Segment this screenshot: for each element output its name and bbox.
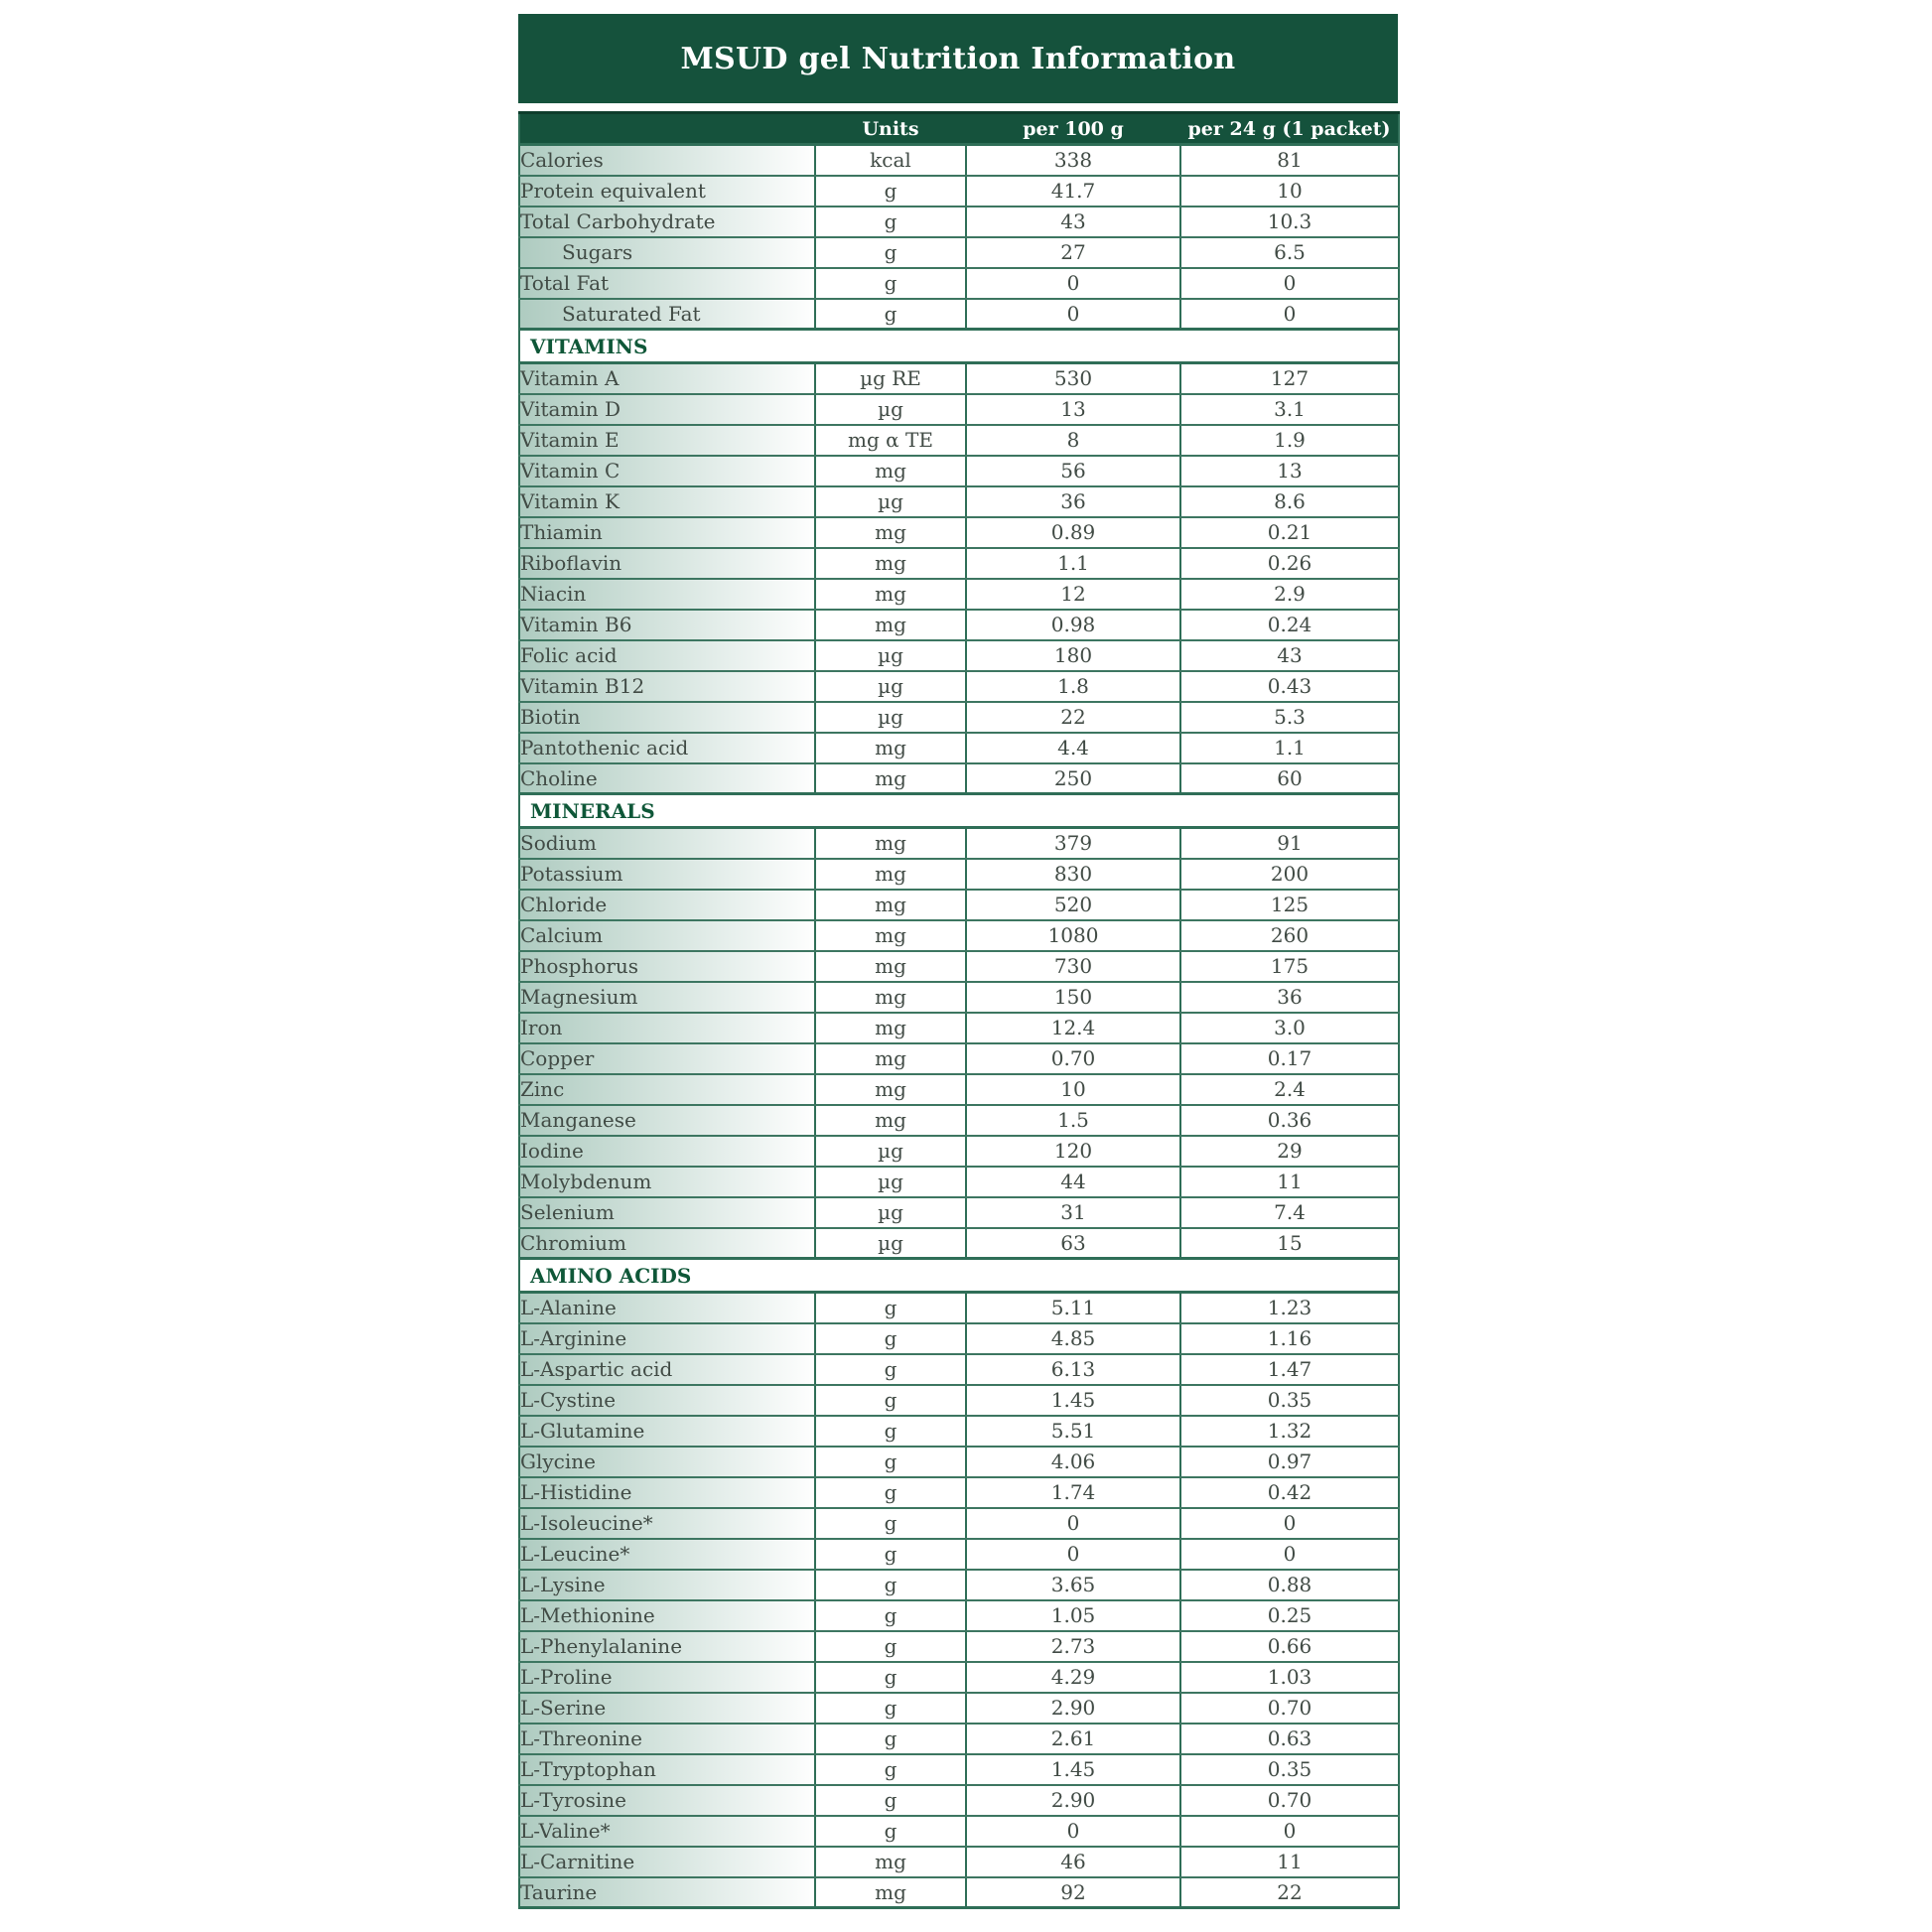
row-per-100g: 43 — [966, 207, 1180, 237]
row-per-100g: 4.4 — [966, 733, 1180, 763]
row-label: L-Tyrosine — [519, 1785, 815, 1816]
row-label: Iron — [519, 1013, 815, 1043]
row-per-24g: 1.32 — [1180, 1416, 1399, 1447]
table-row — [519, 733, 1399, 763]
row-unit: mg — [815, 859, 966, 890]
row-per-24g: 6.5 — [1180, 237, 1399, 268]
row-per-100g: 1080 — [966, 920, 1180, 951]
row-unit: µg — [815, 394, 966, 425]
section-heading: VITAMINS — [519, 330, 1399, 363]
row-label: Sugars — [519, 237, 815, 268]
table-row — [519, 456, 1399, 486]
table-row — [519, 425, 1399, 456]
row-unit: g — [815, 1447, 966, 1477]
row-unit: mg — [815, 890, 966, 920]
table-row — [519, 363, 1399, 394]
row-label: Magnesium — [519, 982, 815, 1013]
row-per-100g: 8 — [966, 425, 1180, 456]
table-row — [519, 1074, 1399, 1105]
row-unit: mg — [815, 828, 966, 859]
table-row — [519, 1136, 1399, 1167]
row-per-24g: 0.42 — [1180, 1477, 1399, 1508]
column-header-label — [519, 113, 815, 145]
row-per-100g: 338 — [966, 145, 1180, 176]
table-row — [519, 640, 1399, 671]
row-label: L-Alanine — [519, 1293, 815, 1323]
row-label: Niacin — [519, 579, 815, 610]
table-row — [519, 268, 1399, 299]
section-heading: AMINO ACIDS — [519, 1259, 1399, 1293]
row-unit: µg — [815, 1197, 966, 1228]
section-header-row — [519, 794, 1399, 828]
table-row — [519, 859, 1399, 890]
row-per-100g: 36 — [966, 486, 1180, 517]
row-label: Glycine — [519, 1447, 815, 1477]
row-unit: kcal — [815, 145, 966, 176]
row-label: Taurine — [519, 1877, 815, 1908]
row-label: Zinc — [519, 1074, 815, 1105]
table-row — [519, 702, 1399, 733]
row-label: Riboflavin — [519, 548, 815, 579]
row-label: Chloride — [519, 890, 815, 920]
row-label: Vitamin K — [519, 486, 815, 517]
nutrition-table-body — [519, 145, 1399, 1908]
row-per-24g: 0 — [1180, 299, 1399, 330]
row-unit: mg — [815, 763, 966, 794]
table-row — [519, 1228, 1399, 1259]
row-per-24g: 0 — [1180, 1508, 1399, 1539]
row-label: Biotin — [519, 702, 815, 733]
row-per-100g: 1.45 — [966, 1754, 1180, 1785]
row-unit: µg — [815, 702, 966, 733]
row-unit: mg — [815, 733, 966, 763]
row-per-24g: 0.36 — [1180, 1105, 1399, 1136]
row-per-100g: 4.06 — [966, 1447, 1180, 1477]
column-header-per-24g: per 24 g (1 packet) — [1180, 113, 1399, 145]
row-label: L-Valine* — [519, 1816, 815, 1847]
table-row — [519, 1877, 1399, 1908]
row-per-100g: 1.1 — [966, 548, 1180, 579]
table-row — [519, 145, 1399, 176]
row-label: Total Carbohydrate — [519, 207, 815, 237]
row-per-100g: 5.51 — [966, 1416, 1180, 1447]
row-unit: mg — [815, 579, 966, 610]
row-per-24g: 11 — [1180, 1847, 1399, 1877]
table-row — [519, 951, 1399, 982]
row-per-24g: 0 — [1180, 1816, 1399, 1847]
row-per-24g: 127 — [1180, 363, 1399, 394]
table-row — [519, 299, 1399, 330]
nutrition-table — [518, 111, 1400, 1909]
row-label: L-Tryptophan — [519, 1754, 815, 1785]
table-row — [519, 1662, 1399, 1693]
row-per-24g: 125 — [1180, 890, 1399, 920]
row-unit: µg — [815, 486, 966, 517]
table-row — [519, 1754, 1399, 1785]
row-per-100g: 31 — [966, 1197, 1180, 1228]
row-unit: mg — [815, 982, 966, 1013]
row-per-100g: 13 — [966, 394, 1180, 425]
row-per-24g: 0.70 — [1180, 1785, 1399, 1816]
row-per-100g: 41.7 — [966, 176, 1180, 207]
row-per-100g: 0 — [966, 299, 1180, 330]
row-per-24g: 22 — [1180, 1877, 1399, 1908]
row-unit: g — [815, 1354, 966, 1385]
row-per-24g: 0.35 — [1180, 1754, 1399, 1785]
row-unit: µg — [815, 671, 966, 702]
row-label: Manganese — [519, 1105, 815, 1136]
row-unit: g — [815, 1385, 966, 1416]
row-per-24g: 200 — [1180, 859, 1399, 890]
row-per-24g: 81 — [1180, 145, 1399, 176]
row-per-100g: 379 — [966, 828, 1180, 859]
row-per-100g: 0 — [966, 1508, 1180, 1539]
row-per-100g: 0.98 — [966, 610, 1180, 640]
section-header-row — [519, 330, 1399, 363]
row-per-100g: 0.70 — [966, 1043, 1180, 1074]
row-unit: g — [815, 1816, 966, 1847]
row-label: L-Serine — [519, 1693, 815, 1724]
row-label: L-Leucine* — [519, 1539, 815, 1570]
row-per-24g: 0.26 — [1180, 548, 1399, 579]
row-label: L-Arginine — [519, 1323, 815, 1354]
row-unit: mg — [815, 517, 966, 548]
row-per-24g: 0.88 — [1180, 1570, 1399, 1600]
row-per-24g: 1.47 — [1180, 1354, 1399, 1385]
row-per-24g: 91 — [1180, 828, 1399, 859]
row-unit: mg α TE — [815, 425, 966, 456]
row-per-24g: 0 — [1180, 268, 1399, 299]
row-label: Sodium — [519, 828, 815, 859]
row-unit: g — [815, 1662, 966, 1693]
row-label: Folic acid — [519, 640, 815, 671]
row-per-24g: 0.24 — [1180, 610, 1399, 640]
row-label: Molybdenum — [519, 1167, 815, 1197]
row-label: Vitamin B6 — [519, 610, 815, 640]
row-label: L-Cystine — [519, 1385, 815, 1416]
row-unit: g — [815, 176, 966, 207]
row-per-24g: 0.35 — [1180, 1385, 1399, 1416]
row-label: Vitamin C — [519, 456, 815, 486]
row-label: L-Carnitine — [519, 1847, 815, 1877]
row-label: L-Threonine — [519, 1724, 815, 1754]
table-row — [519, 1323, 1399, 1354]
row-unit: mg — [815, 456, 966, 486]
table-row — [519, 1385, 1399, 1416]
table-row — [519, 1477, 1399, 1508]
row-per-24g: 60 — [1180, 763, 1399, 794]
table-row — [519, 920, 1399, 951]
row-per-100g: 830 — [966, 859, 1180, 890]
table-row — [519, 176, 1399, 207]
row-per-100g: 56 — [966, 456, 1180, 486]
row-per-100g: 250 — [966, 763, 1180, 794]
row-per-100g: 2.90 — [966, 1693, 1180, 1724]
row-per-100g: 0 — [966, 268, 1180, 299]
table-row — [519, 1785, 1399, 1816]
column-header-per-100g: per 100 g — [966, 113, 1180, 145]
row-label: L-Histidine — [519, 1477, 815, 1508]
row-per-24g: 11 — [1180, 1167, 1399, 1197]
row-per-100g: 1.45 — [966, 1385, 1180, 1416]
row-per-24g: 0.21 — [1180, 517, 1399, 548]
row-unit: mg — [815, 1105, 966, 1136]
row-per-24g: 5.3 — [1180, 702, 1399, 733]
row-label: Chromium — [519, 1228, 815, 1259]
row-label: Total Fat — [519, 268, 815, 299]
row-unit: g — [815, 1477, 966, 1508]
row-unit: µg — [815, 1136, 966, 1167]
table-row — [519, 1043, 1399, 1074]
row-unit: mg — [815, 610, 966, 640]
row-unit: g — [815, 207, 966, 237]
row-per-100g: 12 — [966, 579, 1180, 610]
row-label: Thiamin — [519, 517, 815, 548]
row-per-24g: 1.1 — [1180, 733, 1399, 763]
table-row — [519, 671, 1399, 702]
row-unit: g — [815, 1416, 966, 1447]
row-unit: mg — [815, 1877, 966, 1908]
table-row — [519, 394, 1399, 425]
table-row — [519, 1447, 1399, 1477]
table-row — [519, 1539, 1399, 1570]
row-unit: g — [815, 1693, 966, 1724]
row-unit: g — [815, 1508, 966, 1539]
row-per-100g: 92 — [966, 1877, 1180, 1908]
row-per-100g: 730 — [966, 951, 1180, 982]
table-row — [519, 1570, 1399, 1600]
row-label: Calcium — [519, 920, 815, 951]
table-row — [519, 207, 1399, 237]
row-unit: g — [815, 268, 966, 299]
row-per-100g: 10 — [966, 1074, 1180, 1105]
row-unit: mg — [815, 951, 966, 982]
row-per-24g: 1.23 — [1180, 1293, 1399, 1323]
row-label: Vitamin E — [519, 425, 815, 456]
row-per-100g: 150 — [966, 982, 1180, 1013]
row-unit: g — [815, 1754, 966, 1785]
row-per-100g: 12.4 — [966, 1013, 1180, 1043]
row-per-24g: 0.70 — [1180, 1693, 1399, 1724]
table-row — [519, 1354, 1399, 1385]
row-per-24g: 0.63 — [1180, 1724, 1399, 1754]
row-unit: g — [815, 1785, 966, 1816]
row-per-100g: 6.13 — [966, 1354, 1180, 1385]
row-per-100g: 4.29 — [966, 1662, 1180, 1693]
column-header-units: Units — [815, 113, 966, 145]
row-per-24g: 1.16 — [1180, 1323, 1399, 1354]
row-per-24g: 1.9 — [1180, 425, 1399, 456]
table-row — [519, 1600, 1399, 1631]
row-unit: µg — [815, 1228, 966, 1259]
row-per-24g: 1.03 — [1180, 1662, 1399, 1693]
page-title: MSUD gel Nutrition Information — [680, 41, 1236, 76]
row-per-100g: 0 — [966, 1539, 1180, 1570]
row-label: Pantothenic acid — [519, 733, 815, 763]
table-row — [519, 763, 1399, 794]
row-label: L-Phenylalanine — [519, 1631, 815, 1662]
row-label: Potassium — [519, 859, 815, 890]
row-label: Saturated Fat — [519, 299, 815, 330]
row-per-24g: 10.3 — [1180, 207, 1399, 237]
row-per-100g: 5.11 — [966, 1293, 1180, 1323]
row-per-100g: 120 — [966, 1136, 1180, 1167]
row-per-24g: 3.1 — [1180, 394, 1399, 425]
row-per-100g: 530 — [966, 363, 1180, 394]
row-per-24g: 36 — [1180, 982, 1399, 1013]
row-per-100g: 63 — [966, 1228, 1180, 1259]
row-per-100g: 0.89 — [966, 517, 1180, 548]
row-per-100g: 44 — [966, 1167, 1180, 1197]
table-header-row — [519, 113, 1399, 145]
row-label: L-Glutamine — [519, 1416, 815, 1447]
table-row — [519, 1293, 1399, 1323]
table-row — [519, 486, 1399, 517]
row-per-24g: 0.66 — [1180, 1631, 1399, 1662]
table-row — [519, 1013, 1399, 1043]
table-header — [519, 113, 1399, 145]
row-label: L-Methionine — [519, 1600, 815, 1631]
row-unit: g — [815, 1570, 966, 1600]
row-label: Iodine — [519, 1136, 815, 1167]
row-per-24g: 175 — [1180, 951, 1399, 982]
table-row — [519, 1847, 1399, 1877]
row-label: Choline — [519, 763, 815, 794]
table-row — [519, 548, 1399, 579]
row-per-24g: 43 — [1180, 640, 1399, 671]
row-label: L-Proline — [519, 1662, 815, 1693]
table-row — [519, 579, 1399, 610]
row-label: Protein equivalent — [519, 176, 815, 207]
row-unit: mg — [815, 1013, 966, 1043]
row-per-100g: 0 — [966, 1816, 1180, 1847]
table-row — [519, 517, 1399, 548]
row-per-100g: 27 — [966, 237, 1180, 268]
table-row — [519, 1724, 1399, 1754]
row-per-24g: 0.17 — [1180, 1043, 1399, 1074]
title-bar — [518, 14, 1398, 103]
row-per-24g: 8.6 — [1180, 486, 1399, 517]
row-per-100g: 4.85 — [966, 1323, 1180, 1354]
row-label: Vitamin D — [519, 394, 815, 425]
table-row — [519, 1508, 1399, 1539]
table-row — [519, 828, 1399, 859]
row-per-100g: 520 — [966, 890, 1180, 920]
row-per-24g: 260 — [1180, 920, 1399, 951]
row-label: Selenium — [519, 1197, 815, 1228]
row-label: Copper — [519, 1043, 815, 1074]
table-row — [519, 237, 1399, 268]
row-label: L-Aspartic acid — [519, 1354, 815, 1385]
row-per-100g: 1.74 — [966, 1477, 1180, 1508]
row-unit: µg — [815, 1167, 966, 1197]
row-unit: g — [815, 1323, 966, 1354]
row-unit: mg — [815, 1074, 966, 1105]
row-per-24g: 13 — [1180, 456, 1399, 486]
row-per-24g: 15 — [1180, 1228, 1399, 1259]
row-unit: g — [815, 1293, 966, 1323]
row-unit: g — [815, 1631, 966, 1662]
row-per-100g: 1.8 — [966, 671, 1180, 702]
nutrition-sheet — [518, 14, 1398, 1909]
row-unit: g — [815, 237, 966, 268]
row-per-24g: 7.4 — [1180, 1197, 1399, 1228]
row-per-24g: 0 — [1180, 1539, 1399, 1570]
row-unit: g — [815, 1724, 966, 1754]
row-unit: g — [815, 299, 966, 330]
row-per-100g: 3.65 — [966, 1570, 1180, 1600]
row-per-24g: 2.4 — [1180, 1074, 1399, 1105]
row-per-24g: 3.0 — [1180, 1013, 1399, 1043]
row-label: L-Isoleucine* — [519, 1508, 815, 1539]
row-per-100g: 2.61 — [966, 1724, 1180, 1754]
table-row — [519, 1416, 1399, 1447]
row-unit: g — [815, 1600, 966, 1631]
row-unit: mg — [815, 1847, 966, 1877]
row-per-100g: 1.05 — [966, 1600, 1180, 1631]
row-unit: mg — [815, 1043, 966, 1074]
row-unit: µg — [815, 640, 966, 671]
row-label: Phosphorus — [519, 951, 815, 982]
row-unit: g — [815, 1539, 966, 1570]
table-row — [519, 982, 1399, 1013]
row-per-100g: 46 — [966, 1847, 1180, 1877]
row-unit: mg — [815, 920, 966, 951]
table-row — [519, 1167, 1399, 1197]
table-row — [519, 1693, 1399, 1724]
row-per-24g: 29 — [1180, 1136, 1399, 1167]
row-label: Vitamin B12 — [519, 671, 815, 702]
row-per-100g: 2.90 — [966, 1785, 1180, 1816]
section-heading: MINERALS — [519, 794, 1399, 828]
row-label: Calories — [519, 145, 815, 176]
row-label: L-Lysine — [519, 1570, 815, 1600]
table-row — [519, 1197, 1399, 1228]
table-row — [519, 610, 1399, 640]
row-per-100g: 1.5 — [966, 1105, 1180, 1136]
table-row — [519, 1105, 1399, 1136]
row-per-24g: 0.25 — [1180, 1600, 1399, 1631]
row-per-24g: 2.9 — [1180, 579, 1399, 610]
section-header-row — [519, 1259, 1399, 1293]
row-per-24g: 0.43 — [1180, 671, 1399, 702]
row-unit: mg — [815, 548, 966, 579]
row-label: Vitamin A — [519, 363, 815, 394]
row-per-100g: 22 — [966, 702, 1180, 733]
table-row — [519, 890, 1399, 920]
row-unit: µg RE — [815, 363, 966, 394]
row-per-100g: 2.73 — [966, 1631, 1180, 1662]
row-per-24g: 10 — [1180, 176, 1399, 207]
row-per-24g: 0.97 — [1180, 1447, 1399, 1477]
row-per-100g: 180 — [966, 640, 1180, 671]
table-row — [519, 1816, 1399, 1847]
table-row — [519, 1631, 1399, 1662]
